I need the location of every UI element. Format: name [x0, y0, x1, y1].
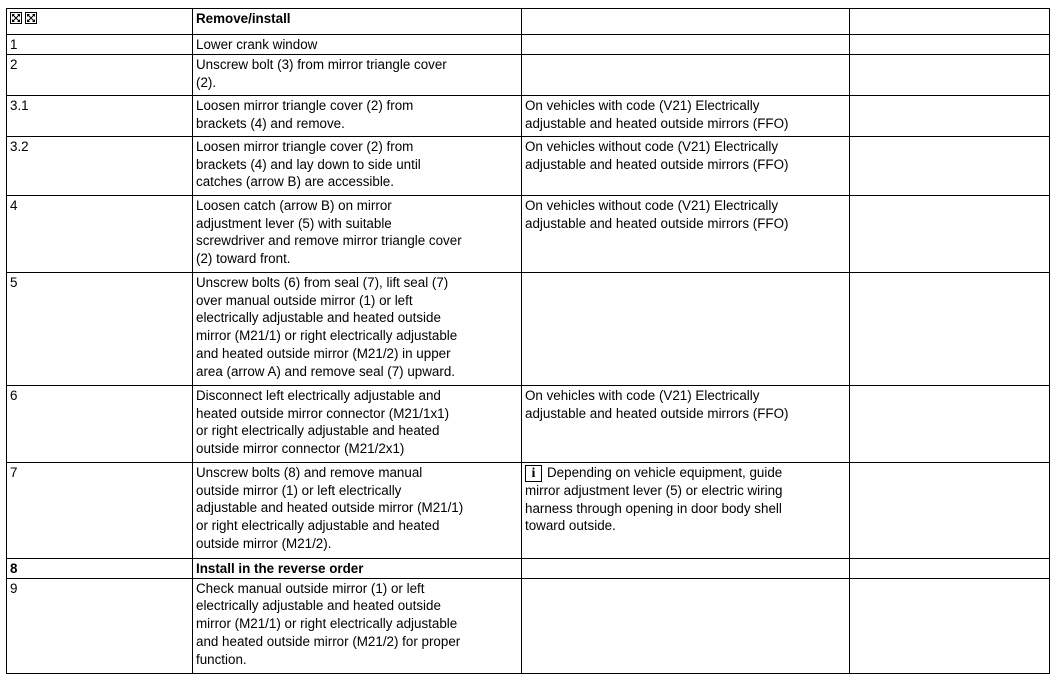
step-note-text: Depending on vehicle equipment, guide mirror adjustment lever (5) or electric wiring harness through opening in door body shell toward outside. — [525, 464, 783, 534]
step-action: Unscrew bolts (6) from seal (7), lift seal (7) over manual outside mirror (1) or left electrically adjustable and heated outside mirror (M21/1) or right electrically adjustable and heated outside mirror (M21/2) in upper area (arrow A) and remove seal (7) upward. — [193, 272, 522, 385]
table-row — [7, 272, 1050, 385]
step-action: Disconnect left electrically adjustable and heated outside mirror connector (M21/1x1) or right electrically adjustable and heated outside mirror connector (M21/2x1) — [193, 385, 522, 462]
expand-arrows-icon[interactable] — [25, 12, 37, 24]
table-header-row — [7, 9, 1050, 35]
step-number: 6 — [7, 385, 193, 462]
table-row — [7, 578, 1050, 673]
step-action: Loosen catch (arrow B) on mirror adjustment lever (5) with suitable screwdriver and remove mirror triangle cover (2) toward front. — [193, 195, 522, 272]
step-extra — [850, 136, 1050, 195]
table-row — [7, 462, 1050, 558]
header-col4 — [850, 9, 1050, 35]
step-extra — [850, 95, 1050, 136]
step-extra — [850, 272, 1050, 385]
step-number: 1 — [7, 35, 193, 55]
step-action: Lower crank window — [193, 35, 522, 55]
step-action: Check manual outside mirror (1) or left electrically adjustable and heated outside mirror (M21/1) or right electrically adjustable and heated outside mirror (M21/2) for proper function. — [193, 578, 522, 673]
step-note: On vehicles without code (V21) Electrically adjustable and heated outside mirrors (FFO) — [522, 136, 850, 195]
info-icon-letter: i — [531, 465, 536, 481]
table-row — [7, 35, 1050, 55]
step-note — [522, 35, 850, 55]
step-number: 9 — [7, 578, 193, 673]
procedure-table — [6, 8, 1050, 674]
step-number: 7 — [7, 462, 193, 558]
step-extra — [850, 558, 1050, 578]
header-title: Remove/install — [193, 9, 522, 35]
table-row — [7, 136, 1050, 195]
step-note — [522, 272, 850, 385]
table-row — [7, 195, 1050, 272]
step-note — [522, 578, 850, 673]
step-extra — [850, 385, 1050, 462]
step-extra — [850, 195, 1050, 272]
header-icons-cell — [7, 9, 193, 35]
step-extra — [850, 54, 1050, 95]
step-number: 8 — [7, 558, 193, 578]
table-row — [7, 54, 1050, 95]
info-icon — [525, 465, 542, 482]
step-action: Loosen mirror triangle cover (2) from brackets (4) and lay down to side until catches (arrow B) are accessible. — [193, 136, 522, 195]
step-action: Install in the reverse order — [193, 558, 522, 578]
step-note — [522, 558, 850, 578]
step-number: 4 — [7, 195, 193, 272]
step-note: On vehicles with code (V21) Electrically adjustable and heated outside mirrors (FFO) — [522, 385, 850, 462]
step-action: Unscrew bolts (8) and remove manual outside mirror (1) or left electrically adjustable and heated outside mirror (M21/1) or right electrically adjustable and heated outside mirror (M21/2). — [193, 462, 522, 558]
step-note — [522, 54, 850, 95]
step-action: Loosen mirror triangle cover (2) from brackets (4) and remove. — [193, 95, 522, 136]
step-number: 5 — [7, 272, 193, 385]
expand-arrows-icon[interactable] — [10, 12, 22, 24]
step-extra — [850, 462, 1050, 558]
step-note: On vehicles without code (V21) Electrically adjustable and heated outside mirrors (FFO) — [522, 195, 850, 272]
header-col3 — [522, 9, 850, 35]
step-action: Unscrew bolt (3) from mirror triangle cover (2). — [193, 54, 522, 95]
step-note: On vehicles with code (V21) Electrically adjustable and heated outside mirrors (FFO) — [522, 95, 850, 136]
step-extra — [850, 578, 1050, 673]
step-number: 3.2 — [7, 136, 193, 195]
step-note — [522, 462, 850, 558]
step-number: 2 — [7, 54, 193, 95]
step-extra — [850, 35, 1050, 55]
table-row — [7, 558, 1050, 578]
table-row — [7, 385, 1050, 462]
table-row — [7, 95, 1050, 136]
step-number: 3.1 — [7, 95, 193, 136]
